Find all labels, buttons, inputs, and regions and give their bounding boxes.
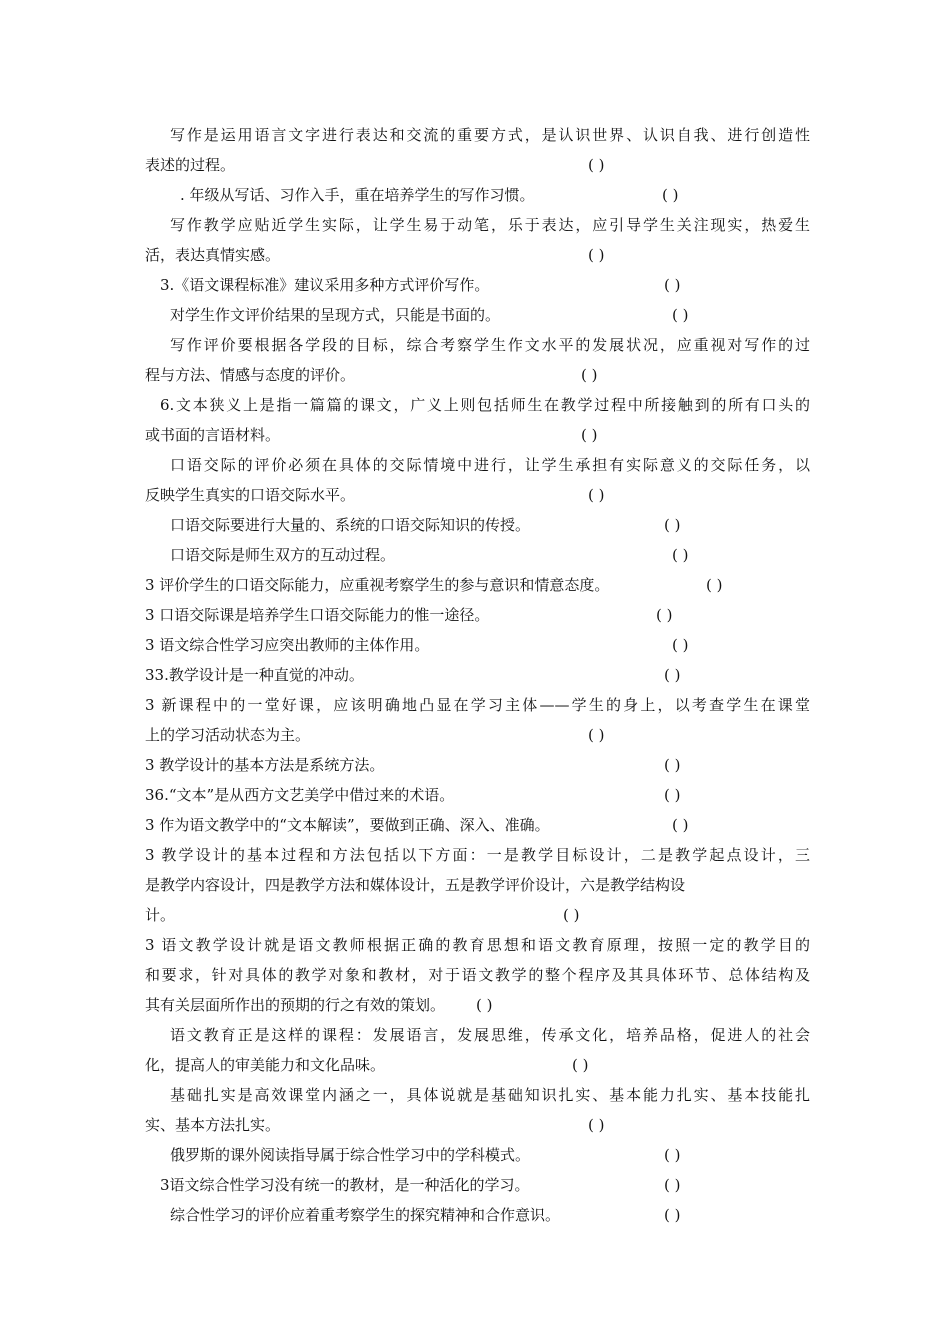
item-line: 口语交际的评价必须在具体的交际情境中进行，让学生承担有实际意义的交际任务，以 (170, 456, 810, 474)
answer-blank: ( ) (581, 366, 598, 384)
answer-blank: ( ) (664, 756, 681, 774)
answer-blank: ( ) (588, 156, 605, 174)
item-line: 3 教学设计的基本过程和方法包括以下方面：一是教学目标设计，二是教学起点设计，三 (145, 846, 810, 864)
item-line: 对学生作文评价结果的呈现方式，只能是书面的。 (170, 306, 501, 324)
item-line: 其有关层面所作出的预期的行之有效的策划。 (145, 996, 446, 1014)
answer-blank: ( ) (572, 1056, 589, 1074)
item-line: 表述的过程。 (145, 156, 236, 174)
item-line: 是教学内容设计，四是教学方法和媒体设计，五是教学评价设计，六是教学结构设 (145, 876, 686, 894)
item-line: 口语交际要进行大量的、系统的口语交际知识的传授。 (170, 516, 531, 534)
item-line: 写作教学应贴近学生实际，让学生易于动笔，乐于表达，应引导学生关注现实，热爱生 (170, 216, 810, 234)
answer-blank: ( ) (706, 576, 723, 594)
answer-blank: ( ) (664, 1176, 681, 1194)
answer-blank: ( ) (672, 306, 689, 324)
answer-blank: ( ) (588, 246, 605, 264)
answer-blank: ( ) (672, 636, 689, 654)
answer-blank: ( ) (588, 1116, 605, 1134)
item-line: 俄罗斯的课外阅读指导属于综合性学习中的学科模式。 (170, 1146, 531, 1164)
answer-blank: ( ) (672, 816, 689, 834)
item-line: 3语文综合性学习没有统一的教材，是一种活化的学习。 (160, 1176, 530, 1194)
item-line: 综合性学习的评价应着重考察学生的探究精神和合作意识。 (170, 1206, 561, 1224)
item-line: 33.教学设计是一种直觉的冲动。 (145, 666, 364, 684)
item-line: 3 评价学生的口语交际能力，应重视考察学生的参与意识和情意态度。 (145, 576, 610, 594)
item-line: 口语交际是师生双方的互动过程。 (170, 546, 396, 564)
answer-blank: ( ) (563, 906, 580, 924)
answer-blank: ( ) (664, 516, 681, 534)
item-line: 3 口语交际课是培养学生口语交际能力的惟一途径。 (145, 606, 490, 624)
item-line: 基础扎实是高效课堂内涵之一，具体说就是基础知识扎实、基本能力扎实、基本技能扎 (170, 1086, 810, 1104)
answer-blank: ( ) (664, 1146, 681, 1164)
item-line: 3 作为语文教学中的“文本解读”，要做到正确、深入、准确。 (145, 816, 550, 834)
answer-blank: ( ) (588, 486, 605, 504)
item-line: 上的学习活动状态为主。 (145, 726, 311, 744)
item-line: 语文教育正是这样的课程：发展语言，发展思维，传承文化，培养品格，促进人的社会 (170, 1026, 810, 1044)
item-line: 写作评价要根据各学段的目标，综合考察学生作文水平的发展状况，应重视对写作的过 (170, 336, 810, 354)
item-line: 实、基本方法扎实。 (145, 1116, 281, 1134)
answer-blank: ( ) (664, 276, 681, 294)
answer-blank: ( ) (672, 546, 689, 564)
item-line: 和要求，针对具体的教学对象和教材，对于语文教学的整个程序及其具体环节、总体结构及 (145, 966, 810, 984)
answer-blank: ( ) (662, 186, 679, 204)
answer-blank: ( ) (581, 426, 598, 444)
item-line: 36.“文本”是从西方文艺美学中借过来的术语。 (145, 786, 455, 804)
answer-blank: ( ) (588, 726, 605, 744)
item-line: 计。 (145, 906, 176, 924)
answer-blank: ( ) (476, 996, 493, 1014)
item-line: 3 语文综合性学习应突出教师的主体作用。 (145, 636, 430, 654)
answer-blank: ( ) (664, 666, 681, 684)
item-line: 化，提高人的审美能力和文化品味。 (145, 1056, 386, 1074)
item-line: 活，表达真情实感。 (145, 246, 281, 264)
item-line: 反映学生真实的口语交际水平。 (145, 486, 356, 504)
item-line: 3.《语文课程标准》建议采用多种方式评价写作。 (160, 276, 490, 294)
answer-blank: ( ) (664, 1206, 681, 1224)
item-line: 3 教学设计的基本方法是系统方法。 (145, 756, 385, 774)
item-line: 3 语文教学设计就是语文教师根据正确的教育思想和语文教育原理，按照一定的教学目的 (145, 936, 810, 954)
answer-blank: ( ) (656, 606, 673, 624)
item-line: 6.文本狭义上是指一篇篇的课文，广义上则包括师生在教学过程中所接触到的所有口头的 (160, 396, 810, 414)
item-line: 或书面的言语材料。 (145, 426, 281, 444)
item-line: 3 新课程中的一堂好课，应该明确地凸显在学习主体——学生的身上，以考查学生在课堂 (145, 696, 810, 714)
item-line: . 年级从写话、习作入手，重在培养学生的写作习惯。 (180, 186, 535, 204)
item-line: 程与方法、情感与态度的评价。 (145, 366, 356, 384)
answer-blank: ( ) (664, 786, 681, 804)
item-line: 写作是运用语言文字进行表达和交流的重要方式，是认识世界、认识自我、进行创造性 (170, 126, 810, 144)
